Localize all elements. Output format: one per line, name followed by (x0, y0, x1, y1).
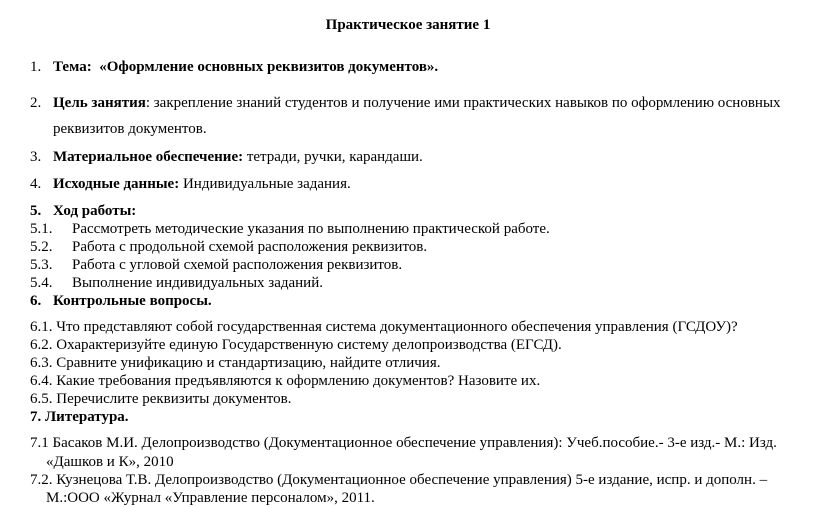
question: 6.4. Какие требования предъявляются к оформлению документов? Назовите их. (30, 373, 541, 389)
step-text: Рассмотреть методические указания по выполнению практической работе. (72, 221, 550, 237)
reference-line-cont: М.:ООО «Журнал «Управление персоналом», 2011. (46, 490, 375, 506)
item-2-label: Цель занятия (53, 95, 146, 111)
step-number: 5.3. (30, 257, 53, 273)
question: 6.1. Что представляют собой государственная система документационного обеспечения управления (ГСДОУ)? (30, 319, 738, 335)
item-3-text: тетради, ручки, карандаши. (243, 149, 423, 165)
item-2-continuation: реквизитов документов. (53, 121, 207, 137)
step-number: 5.2. (30, 239, 53, 255)
item-4-label: Исходные данные: (53, 176, 180, 192)
item-7-label: 7. Литература. (30, 409, 129, 425)
reference-line: 7.1 Басаков М.И. Делопроизводство (Документационное обеспечение управления): Учеб.пособие.- 3-е изд.- М.: Изд. (30, 435, 777, 451)
question: 6.3. Сравните унификацию и стандартизацию, найдите отличия. (30, 355, 441, 371)
item-1-line (53, 59, 438, 76)
item-6-number: 6. (30, 293, 42, 309)
item-3-label: Материальное обеспечение: (53, 149, 244, 165)
step-number: 5.1. (30, 221, 53, 237)
step-text: Выполнение индивидуальных заданий. (72, 275, 323, 291)
step-number: 5.4. (30, 275, 53, 291)
page-title: Практическое занятие 1 (325, 17, 491, 33)
reference-line: 7.2. Кузнецова Т.В. Делопроизводство (Документационное обеспечение управления) 5-е издание, испр. и дополн. – (30, 472, 768, 488)
item-4-number: 4. (30, 176, 42, 192)
item-2-line (53, 95, 781, 112)
step-text: Работа с угловой схемой расположения реквизитов. (72, 257, 403, 273)
item-3-line (53, 149, 423, 166)
item-4-line (53, 176, 351, 193)
item-2-number: 2. (30, 95, 42, 111)
item-5-number: 5. (30, 203, 42, 219)
question: 6.5. Перечислите реквизиты документов. (30, 391, 292, 407)
reference-line-cont: «Дашков и К», 2010 (46, 454, 174, 470)
item-1-number: 1. (30, 59, 42, 75)
item-4-text: Индивидуальные задания. (179, 176, 351, 192)
question: 6.2. Охарактеризуйте единую Государственную систему делопроизводства (ЕГСД). (30, 337, 562, 353)
item-1-text: «Оформление основных реквизитов документов». (99, 59, 439, 75)
item-5-label: Ход работы: (53, 203, 137, 219)
item-3-number: 3. (30, 149, 42, 165)
item-6-label: Контрольные вопросы. (53, 293, 212, 309)
item-1-label: Тема: (53, 59, 92, 75)
step-text: Работа с продольной схемой расположения реквизитов. (72, 239, 428, 255)
item-2-text: : закрепление знаний студентов и получение ими практических навыков по оформлению основных (145, 95, 781, 111)
